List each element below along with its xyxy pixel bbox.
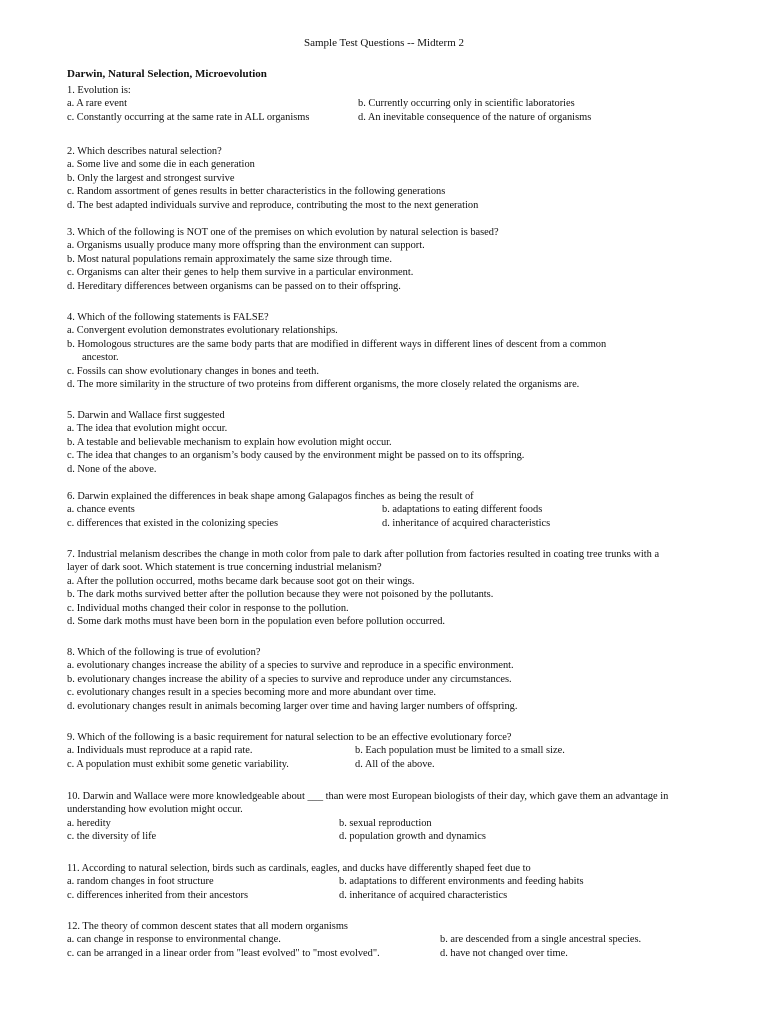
question-12 <box>67 920 707 960</box>
option-d: d. None of the above. <box>67 463 157 475</box>
option-a: a. random changes in foot structure <box>67 876 214 888</box>
question-stem: 5. Darwin and Wallace first suggested <box>67 410 225 421</box>
option-b: b. A testable and believable mechanism to explain how evolution might occur. <box>67 436 392 448</box>
question-2 <box>67 145 707 212</box>
option-b: b. evolutionary changes increase the ability of a species to survive and reproduce under any circumstances. <box>67 673 512 685</box>
option-c: c. can be arranged in a linear order from "least evolved" to "most evolved". <box>67 947 380 959</box>
question-3 <box>67 226 707 293</box>
option-b: b. Only the largest and strongest survive <box>67 172 235 184</box>
option-b: b. The dark moths survived better after the pollution because they were not poisoned by the pollutants. <box>67 589 494 601</box>
question-7 <box>67 548 707 628</box>
option-b: b. Each population must be limited to a small size. <box>355 745 565 757</box>
option-b-continued: ancestor. <box>82 352 119 364</box>
option-a: a. Some live and some die in each generation <box>67 159 255 171</box>
option-d: d. The best adapted individuals survive and reproduce, contributing the most to the next generation <box>67 199 479 211</box>
option-d: d. evolutionary changes result in animals becoming larger over time and having larger numbers of offspring. <box>67 700 518 712</box>
option-b: b. adaptations to eating different foods <box>382 504 543 516</box>
option-d: d. Hereditary differences between organisms can be passed on to their offspring. <box>67 280 401 292</box>
question-9 <box>67 731 707 771</box>
option-b: b. Currently occurring only in scientific laboratories <box>358 98 575 110</box>
option-c: c. The idea that changes to an organism’s body caused by the environment might be passed on to its offspring. <box>67 450 525 462</box>
question-8 <box>67 646 707 713</box>
option-d: d. population growth and dynamics <box>339 831 486 843</box>
question-stem: 6. Darwin explained the differences in beak shape among Galapagos finches as being the result of <box>67 491 474 502</box>
option-c: c. Random assortment of genes results in better characteristics in the following generations <box>67 186 446 198</box>
section-heading: Darwin, Natural Selection, Microevolution <box>67 68 267 80</box>
option-a: a. The idea that evolution might occur. <box>67 423 228 435</box>
question-stem: 11. According to natural selection, birds such as cardinals, eagles, and ducks have differently shaped feet due to <box>67 863 531 874</box>
option-c: c. Constantly occurring at the same rate in ALL organisms <box>67 111 310 123</box>
question-10 <box>67 790 707 844</box>
question-stem: 2. Which describes natural selection? <box>67 146 222 157</box>
option-d: d. All of the above. <box>355 758 435 770</box>
option-a: a. Organisms usually produce many more offspring than the environment can support. <box>67 240 425 252</box>
option-a: a. can change in response to environmental change. <box>67 934 281 946</box>
option-a: a. Convergent evolution demonstrates evolutionary relationships. <box>67 325 338 337</box>
option-c: c. A population must exhibit some genetic variability. <box>67 758 289 770</box>
question-stem: 4. Which of the following statements is FALSE? <box>67 312 269 323</box>
option-d: d. inheritance of acquired characteristics <box>339 889 508 901</box>
option-d: d. The more similarity in the structure of two proteins from different organisms, the more closely related the organisms are. <box>67 379 580 391</box>
option-c: c. Individual moths changed their color in response to the pollution. <box>67 602 349 614</box>
question-stem: 10. Darwin and Wallace were more knowledgeable about ___ than were most European biologists of their day, which gave them an advantage in understanding how evolution might occur. <box>67 791 669 816</box>
option-d: d. An inevitable consequence of the nature of organisms <box>358 111 592 123</box>
option-a: a. chance events <box>67 504 135 516</box>
option-c: c. evolutionary changes result in a species becoming more and more abundant over time. <box>67 687 437 699</box>
option-c: c. Organisms can alter their genes to help them survive in a particular environment. <box>67 267 414 279</box>
question-1 <box>67 84 707 124</box>
option-b: b. are descended from a single ancestral species. <box>440 934 642 946</box>
page-title: Sample Test Questions -- Midterm 2 <box>303 37 465 49</box>
question-4 <box>67 311 707 391</box>
question-6 <box>67 490 707 530</box>
option-c: c. differences that existed in the colonizing species <box>67 517 279 529</box>
question-stem: 1. Evolution is: <box>67 85 131 96</box>
option-d: d. have not changed over time. <box>440 947 568 959</box>
option-b: b. sexual reproduction <box>339 817 432 829</box>
option-c: c. Fossils can show evolutionary changes in bones and teeth. <box>67 365 319 377</box>
option-a: a. Individuals must reproduce at a rapid rate. <box>67 745 253 757</box>
option-a: a. evolutionary changes increase the ability of a species to survive and reproduce in a specific environment. <box>67 660 514 672</box>
option-b: b. Homologous structures are the same body parts that are modified in different ways in different lines of descent from a common <box>67 338 607 350</box>
option-d: d. inheritance of acquired characteristics <box>382 517 551 529</box>
question-5 <box>67 409 707 476</box>
option-a: a. A rare event <box>67 98 128 110</box>
question-stem: 8. Which of the following is true of evolution? <box>67 647 261 658</box>
question-stem: 12. The theory of common descent states that all modern organisms <box>67 921 348 932</box>
option-c: c. the diversity of life <box>67 831 157 843</box>
question-stem: 7. Industrial melanism describes the change in moth color from pale to dark after pollution from factories resulted in coating tree trunks with a layer of dark soot. Which statement is true concerning industrial melanism? <box>67 549 660 574</box>
option-b: b. Most natural populations remain approximately the same size through time. <box>67 253 392 265</box>
question-stem: 3. Which of the following is NOT one of the premises on which evolution by natural selection is based? <box>67 227 499 238</box>
question-stem: 9. Which of the following is a basic requirement for natural selection to be an effective evolutionary force? <box>67 732 512 743</box>
option-a: a. heredity <box>67 817 111 829</box>
question-11 <box>67 862 707 902</box>
option-d: d. Some dark moths must have been born in the population even before pollution occurred. <box>67 616 446 628</box>
option-c: c. differences inherited from their ancestors <box>67 889 248 901</box>
option-b: b. adaptations to different environments and feeding habits <box>339 876 584 888</box>
option-a: a. After the pollution occurred, moths became dark because soot got on their wings. <box>67 575 415 587</box>
